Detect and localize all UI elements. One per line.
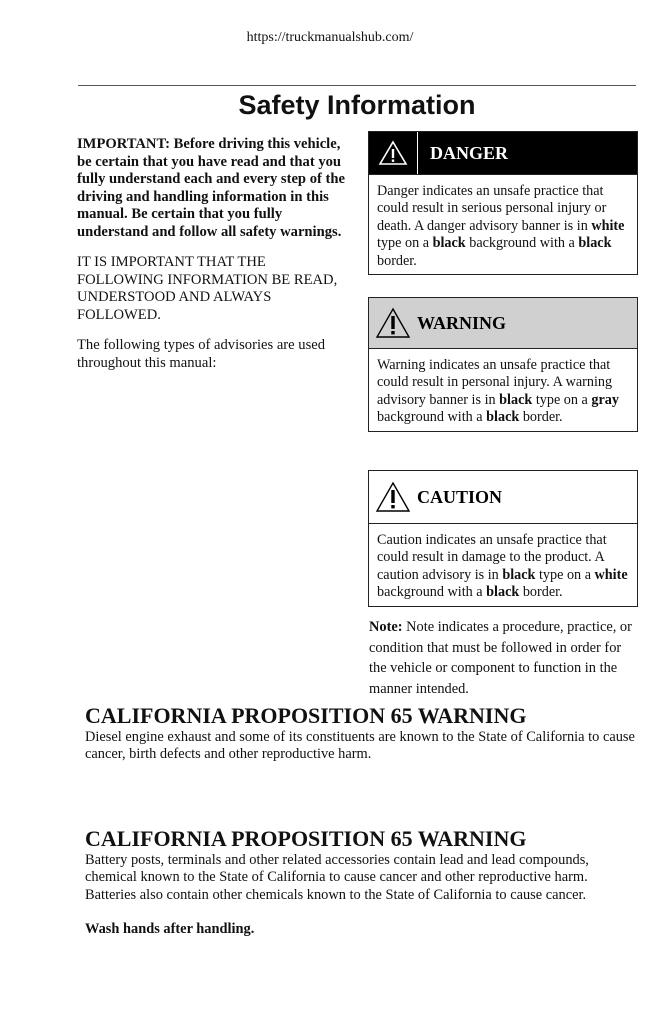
prop65-warning-battery	[85, 826, 637, 938]
caution-banner	[369, 471, 637, 524]
prop65-warning-exhaust	[85, 703, 637, 764]
warning-triangle-icon	[369, 481, 417, 513]
danger-banner	[369, 132, 637, 175]
prop65-heading: CALIFORNIA PROPOSITION 65 WARNING	[85, 826, 527, 851]
note-text: Note indicates a procedure, practice, or condition that must be followed in order for the vehicle or component to function in the manner intended.	[369, 619, 632, 697]
prop65-text: Diesel engine exhaust and some of its constituents are known to the State of California to cause cancer, birth defects and other reproductive harm.	[85, 729, 635, 763]
danger-advisory	[368, 131, 638, 275]
danger-label: DANGER	[430, 142, 509, 163]
wash-hands-notice: Wash hands after handling.	[85, 920, 255, 937]
warning-triangle-icon	[369, 307, 417, 339]
caps-notice: IT IS IMPORTANT THAT THE FOLLOWING INFORMATION BE READ, UNDERSTOOD AND ALWAYS FOLLOWED.	[77, 254, 338, 323]
header-divider	[78, 85, 636, 86]
page-title: Safety Information	[238, 90, 476, 120]
note-paragraph	[369, 617, 641, 699]
prop65-text-extra: Batteries also contain other chemicals known to the State of California to cause cancer.	[85, 886, 587, 903]
caution-advisory	[368, 470, 638, 607]
intro-column	[77, 136, 349, 385]
page-url: https://truckmanualshub.com/	[246, 30, 414, 45]
warning-advisory	[368, 297, 638, 432]
note-label: Note:	[369, 619, 403, 635]
important-notice: IMPORTANT: Before driving this vehicle, be certain that you have read and that you fully understand each and every step of the driving and handling information in this manual. Be certain that you fully understand and follow all safety warnings.	[77, 136, 345, 240]
prop65-text: Battery posts, terminals and other related accessories contain lead and lead compounds, chemical known to the State of California to cause cancer and other reproductive harm.	[85, 852, 589, 886]
prop65-heading: CALIFORNIA PROPOSITION 65 WARNING	[85, 703, 527, 728]
warning-banner	[369, 298, 637, 349]
warning-label: WARNING	[417, 312, 507, 333]
warning-triangle-icon	[369, 132, 418, 174]
danger-description: Danger indicates an unsafe practice that could result in serious personal injury or death. A danger advisory banner is in white type on a black background with a black border.	[377, 183, 625, 269]
warning-description: Warning indicates an unsafe practice that could result in personal injury. A warning advisory banner is in black type on a gray background with a black border.	[377, 357, 619, 426]
advisory-types-text: The following types of advisories are used throughout this manual:	[77, 337, 326, 371]
caution-label: CAUTION	[417, 486, 503, 507]
caution-description: Caution indicates an unsafe practice that could result in damage to the product. A caution advisory is in black type on a white background with a black border.	[377, 532, 628, 601]
